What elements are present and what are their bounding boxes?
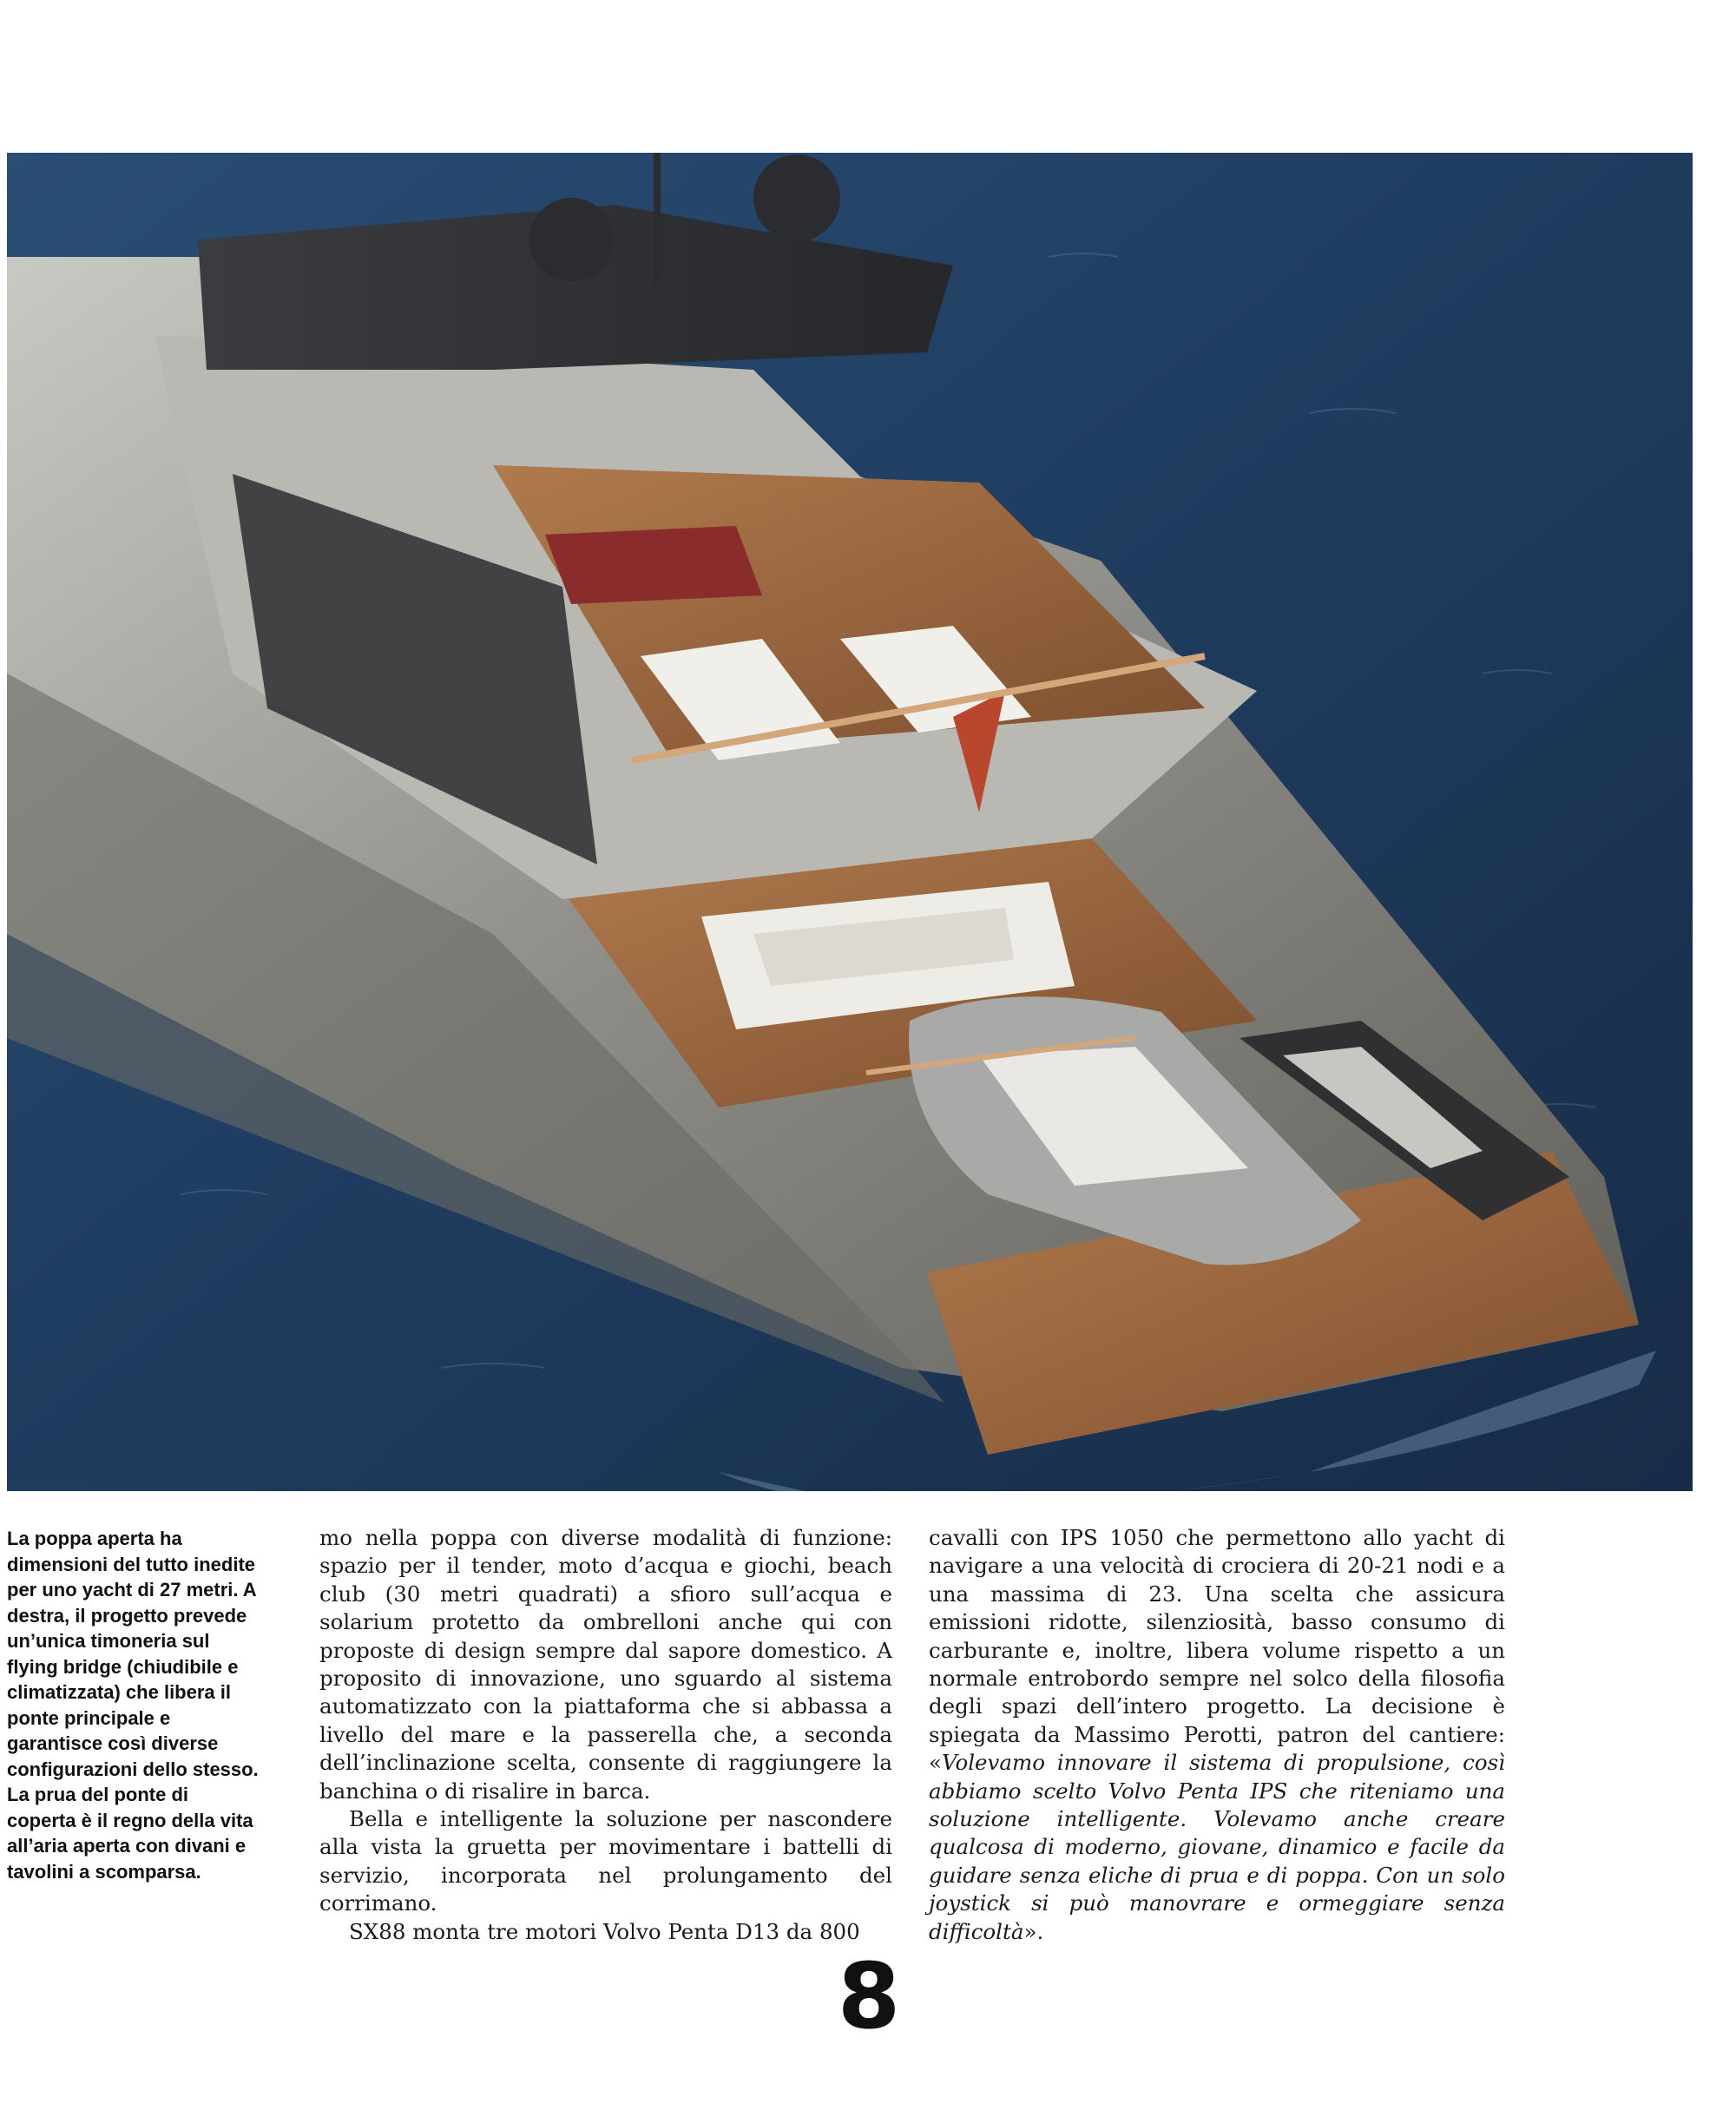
paragraph-text: cavalli con IPS 1050 che permettono allo yacht di navigare a una velocità di crociera di 20-21 nodi e a una massima di 23. Una scelta che assicura emissioni ridotte, silenziosità, basso consumo di carburante e, inoltre, libera volume rispetto a un normale entrobordo sempre nel solco della filosofia degli spazi dell’intero progetto. La decisione è spiegata da Massimo Perotti, patron del cantiere: « (929, 1525, 1505, 1776)
quote-text: Volevamo innovare il sistema di propulsione, così abbiamo scelto Volvo Penta IPS che riteniamo una soluzione intelligente. Volevamo anche creare qualcosa di moderno, giovane, dinamico e facile da guidare senza eliche di prua e di poppa. Con un solo joystick si può manovrare e ormeggiare senza difficoltà (929, 1750, 1505, 1944)
paragraph: mo nella poppa con diverse modalità di funzione: spazio per il tender, moto d’acqua e giochi, beach club (30 metri quadrati) a sfioro sull’acqua e solarium protetto da ombrelloni anche qui con proposte di design sempre dal sapore domestico. A proposito di innovazione, uno sguardo al sistema automatizzato con la piattaforma che si abbassa a livello del mare e la passerella che, a seconda dell’inclinazione scelta, consente di raggiungere la banchina o di risalire in barca. (319, 1525, 892, 1804)
paragraph: Bella e intelligente la soluzione per nascondere alla vista la gruetta per movimentare i battelli di servizio, incorporata nel prolungamento del corrimano. (319, 1806, 892, 1916)
caption-text: La poppa aperta ha dimensioni del tutto inedite per uno yacht di 27 metri. A destra, il progetto prevede un’unica timoneria sul flying bridge (chiudibile e climatizzata) che libera il ponte principale e garantisce così diverse configurazioni dello stesso. La prua del ponte di coperta è il regno della vita all’aria aperta con divani e tavolini a scomparsa. (7, 1528, 259, 1883)
body-column-2 (929, 1524, 1505, 1946)
paragraph (929, 1524, 1505, 1946)
quote-close: ». (1023, 1918, 1044, 1944)
yacht-illustration (7, 153, 1693, 1491)
page-number: 8 (837, 1943, 899, 2049)
body-column-1 (319, 1524, 892, 1946)
photo-caption (7, 1526, 259, 1884)
yacht-photo (7, 153, 1693, 1491)
paragraph: SX88 monta tre motori Volvo Penta D13 da 800 (349, 1918, 860, 1944)
